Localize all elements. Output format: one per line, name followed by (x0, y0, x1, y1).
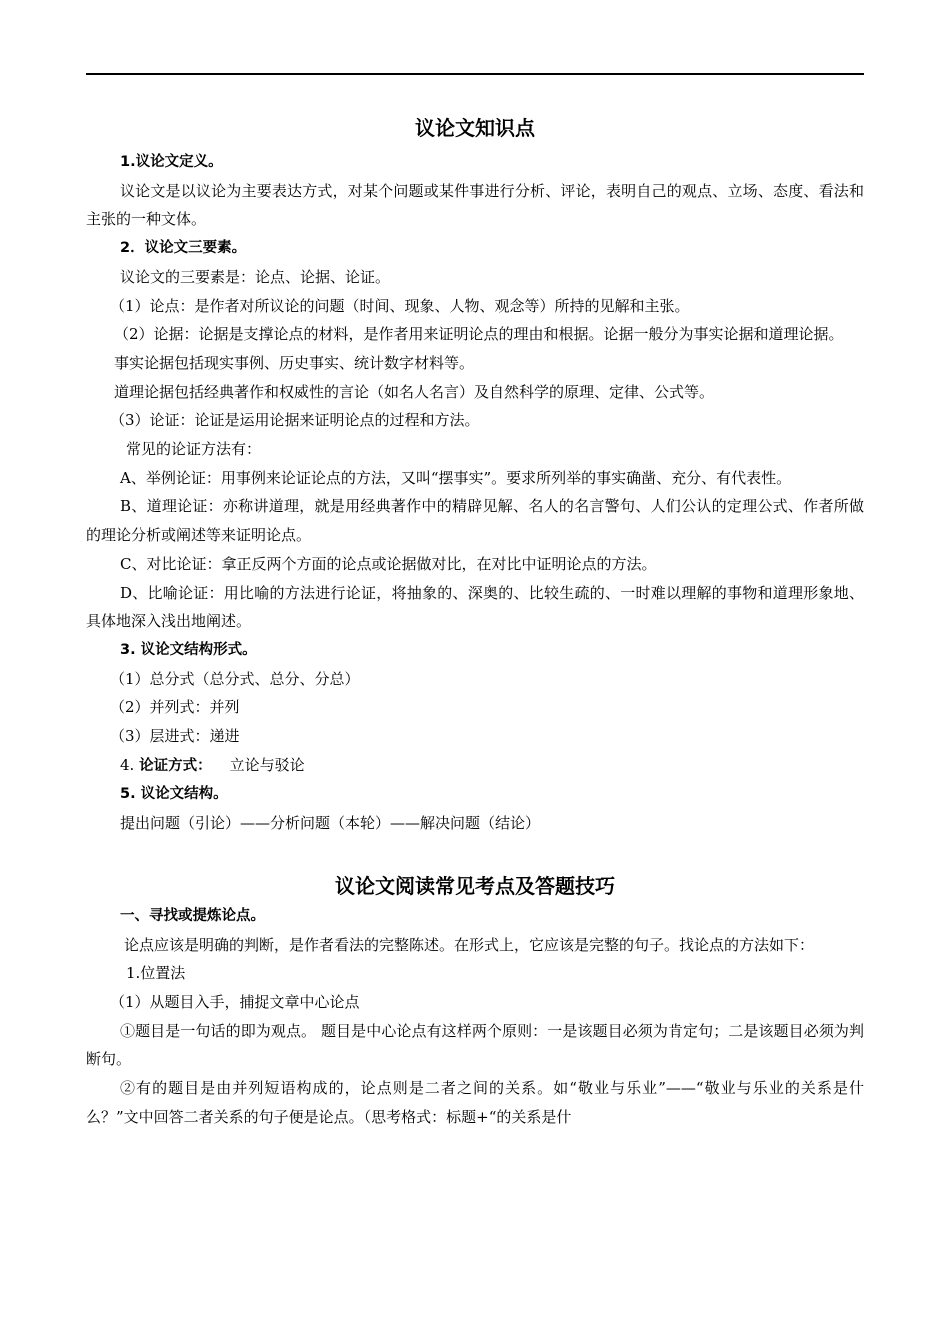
method-a: A、举例论证：用事例来论证论点的方法，又叫“摆事实”。要求所列举的事实确凿、充分、有代表性。 (120, 468, 792, 487)
fact-evidence-paragraph: 事实论据包括现实事例、历史事实、统计数字材料等。 (114, 353, 475, 372)
structure-flow: 提出问题（引论）——分析问题（本轮）——解决问题（结论） (120, 814, 541, 833)
section-3-heading: 3. 议论文结构形式。 (120, 641, 257, 658)
three-elements-paragraph: 议论文的三要素是：论点、论据、论证。 (120, 267, 391, 286)
methods-intro: 常见的论证方法有： (126, 440, 262, 459)
position-method: 1.位置法 (126, 964, 186, 983)
method-c: C、对比论证：拿正反两个方面的论点或论据做对比，在对比中证明论点的方法。 (120, 554, 657, 573)
method-b: B、道理论证：亦称讲道理，就是用经典著作中的精辟见解、名人的名言警句、人们公认的定理公式、作者所做的理论分析或阐述等来证明论点。 (86, 497, 864, 545)
section-title-2: 议论文阅读常见考点及答题技巧 (335, 873, 615, 898)
method-d: D、比喻论证：用比喻的方法进行论证，将抽象的、深奥的、比较生疏的、一时难以理解的事物和道理形象地、具体地深入浅出地阐述。 (86, 583, 864, 631)
reason-evidence-paragraph: 道理论据包括经典著作和权威性的言论（如名人名言）及自然科学的原理、定律、公式等。 (114, 382, 715, 401)
section-2-heading: 2．议论文三要素。 (120, 240, 247, 257)
section-4-number: 4. (120, 755, 135, 774)
section-4-value: 立论与驳论 (229, 755, 305, 774)
structure-item-2: （2）并列式：并列 (110, 698, 240, 717)
evidence-paragraph: （2）论据：论据是支撑论点的材料，是作者用来证明论点的理由和根据。论据一般分为事实论据和道理论据。 (114, 325, 844, 344)
title-entry-paragraph: （1）从题目入手，捕捉文章中心论点 (110, 992, 360, 1011)
definition-paragraph: 议论文是以议论为主要表达方式，对某个问题或某件事进行分析、评论，表明自己的观点、立场、态度、看法和主张的一种文体。 (86, 181, 864, 229)
section-1-heading: 1.议论文定义。 (120, 154, 223, 170)
title-rule-2: ②有的题目是由并列短语构成的，论点则是二者之间的关系。如“敬业与乐业”——“敬业与乐业的关系是什么？”文中回答二者关系的句子便是论点。（思考格式：标题+“的关系是什 (86, 1079, 864, 1126)
document-title: 议论文知识点 (415, 116, 535, 140)
section-5-heading: 5. 议论文结构。 (120, 786, 228, 803)
structure-item-1: （1）总分式（总分式、总分、分总） (110, 669, 360, 688)
thesis-paragraph: 论点应该是明确的判断，是作者看法的完整陈述。在形式上，它应该是完整的句子。找论点的方法如下： (124, 935, 815, 954)
structure-item-3: （3）层进式：递进 (110, 727, 240, 746)
find-thesis-heading: 一、寻找或提炼论点。 (120, 907, 265, 924)
reasoning-paragraph: （3）论证：论证是运用论据来证明论点的过程和方法。 (110, 411, 480, 430)
section-4-line (86, 751, 864, 781)
section-4-label: 论证方式： (139, 757, 212, 774)
header-rule (86, 73, 864, 75)
argument-point-paragraph: （1）论点：是作者对所议论的问题（时间、现象、人物、观念等）所持的见解和主张。 (110, 296, 690, 315)
title-rule-1: ①题目是一句话的即为观点。 题目是中心论点有这样两个原则：一是该题目必须为肯定句；二是该题目必须为判断句。 (86, 1021, 864, 1069)
document-page (86, 106, 864, 1132)
